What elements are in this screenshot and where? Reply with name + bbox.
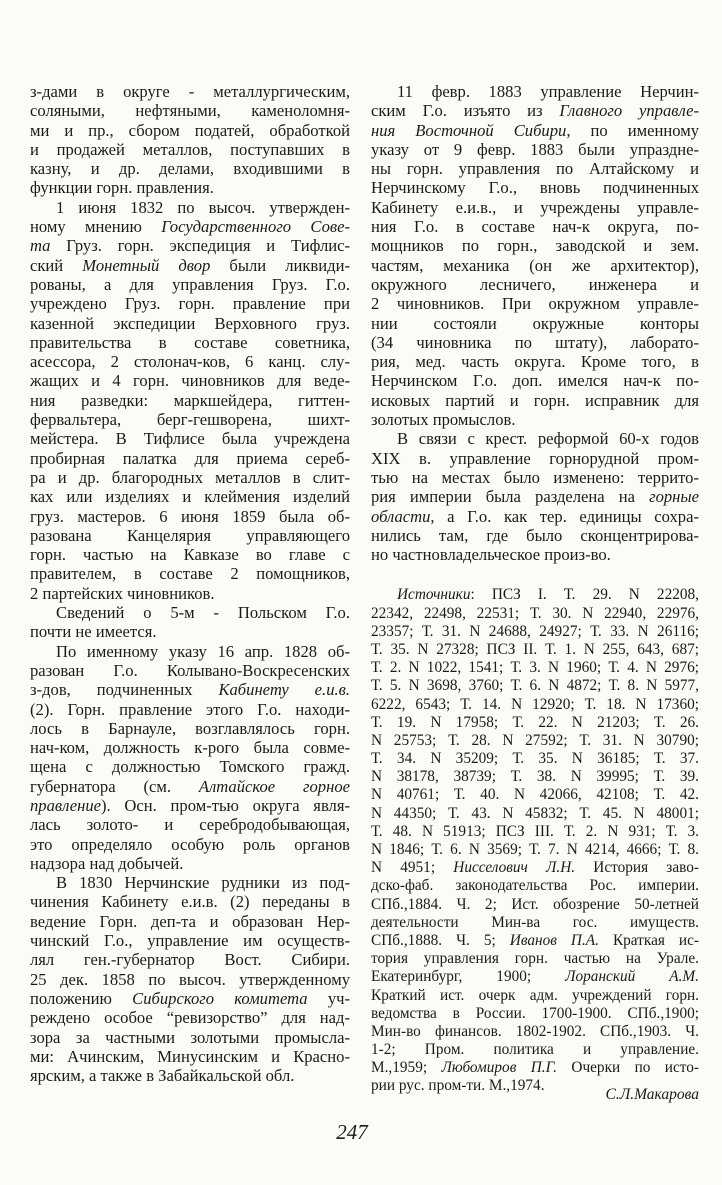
text-segment: тория управления горн. частью на Урале. (371, 950, 699, 968)
text-segment: Т. 34. N 35209; Т. 35. N 36185; Т. 37. (371, 750, 699, 768)
text-segment: , а Г.о. как тер. единицы сохра- (430, 506, 699, 526)
text-line (30, 1066, 350, 1085)
text-segment: чинский Г.о., управление им осуществ- (30, 931, 350, 951)
text-line (371, 371, 699, 390)
text-segment: Екатеринбург, 1900; (371, 968, 566, 986)
text-line (371, 987, 699, 1005)
text-segment: лось в Барнауле, возглавлялось горн. (30, 718, 350, 738)
text-segment: деятельности Мин-ва гос. имуществ. (371, 913, 699, 931)
text-line (371, 507, 699, 526)
text-segment: N 40761; Т. 40. N 42066, 42108; Т. 42. (371, 786, 699, 804)
text-segment: ному мнению (30, 217, 162, 237)
text-segment: разован Г.о. Колывано-Воскресенских (30, 660, 350, 680)
text-line (30, 738, 350, 757)
text-segment: Краткая ис- (598, 931, 699, 949)
text-segment: почти не имеется. (30, 622, 157, 642)
text-line (30, 931, 350, 950)
text-segment: разована Канцелярия управляющего (30, 525, 350, 545)
text-line (30, 449, 350, 468)
text-segment: СПб.,1888. Ч. 5; (371, 931, 510, 949)
text-segment: пробирная палатка для приема сереб- (30, 448, 350, 468)
text-line (30, 256, 350, 275)
text-line (30, 777, 350, 796)
text-segment: Т. 48. N 51913; ПСЗ III. Т. 2. N 931; Т. 3. (371, 822, 699, 840)
text-segment: СПб.,1884. Ч. 2; Ист. обозрение 50-летней (371, 895, 699, 913)
text-line (371, 256, 699, 275)
text-line (371, 641, 699, 659)
text-segment: 23357; Т. 31. N 24688, 24927; Т. 33. N 26116; (371, 622, 699, 640)
text-line (30, 815, 350, 834)
text-segment: горн. частью на Кавказе во главе с (30, 545, 350, 565)
text-segment: , по именному (566, 120, 699, 140)
text-line (371, 178, 699, 197)
text-line (30, 854, 350, 873)
text-line (30, 622, 350, 641)
italic-text-segment: та (30, 236, 51, 256)
text-segment: Сведений о 5-м - Польском Г.о. (56, 603, 350, 623)
text-line (30, 1008, 350, 1027)
text-segment: указу от 9 февр. 1883 были упраздне- (371, 139, 699, 159)
paragraph (371, 82, 699, 429)
italic-text-segment: Алтайское горное (198, 776, 350, 796)
text-segment: (34 чиновника по штату), лаборато- (371, 332, 699, 352)
text-line (30, 912, 350, 931)
text-line (371, 950, 699, 968)
paragraph (30, 642, 350, 874)
text-segment: Кабинету е.и.в., и учреждены управле- (371, 197, 699, 217)
text-line (30, 159, 350, 178)
text-segment: ми: Ачинским, Минусинским и Красно- (30, 1046, 350, 1066)
text-segment: ведение Горн. деп-та и образован Нер- (30, 911, 350, 931)
text-line (371, 877, 699, 895)
left-column (30, 82, 350, 1085)
text-segment: ния Г.о. в составе нач-к округа, по- (371, 217, 699, 237)
text-segment: N 25753; Т. 28. N 27592; Т. 31. N 30790; (371, 731, 699, 749)
text-line (371, 768, 699, 786)
text-line (371, 198, 699, 217)
text-segment: з-дами в округе - металлургическим, (30, 82, 350, 101)
text-line (30, 468, 350, 487)
text-line (371, 294, 699, 313)
text-segment: правителем, в составе 2 помощников, (30, 564, 350, 584)
text-line (30, 275, 350, 294)
text-line (371, 82, 699, 101)
text-segment: нач-ком, должность к-рого была совме- (30, 738, 350, 758)
text-segment: N 4951; (371, 859, 454, 877)
text-segment: 2 чиновников. При окружном управле- (371, 294, 699, 314)
text-line (30, 507, 350, 526)
text-segment: В 1830 Нерчинские рудники из под- (56, 873, 350, 893)
text-line (371, 896, 699, 914)
text-line (30, 892, 350, 911)
text-line (30, 371, 350, 390)
text-line (371, 314, 699, 333)
text-segment: 2 партейских чиновников. (30, 583, 215, 603)
text-segment: ский (30, 255, 83, 275)
paragraph (30, 873, 350, 1085)
text-line (30, 564, 350, 583)
text-segment: Груз. горн. экспедиция и Тифлис- (50, 236, 350, 256)
italic-text-segment: Лоранский А.М. (565, 968, 700, 986)
text-segment: Т. 2. N 1022, 1541; Т. 3. N 1960; Т. 4. N 2976; (371, 659, 699, 677)
text-line (371, 841, 699, 859)
text-segment: 25 дек. 1858 по высоч. утвержденному (30, 969, 350, 989)
text-segment: соляными, нефтяными, каменоломня- (30, 101, 350, 121)
text-line (30, 526, 350, 545)
italic-text-segment: горные (649, 487, 699, 507)
text-segment: ). Осн. пром-тью округа явля- (101, 795, 350, 815)
text-segment: ны горн. управления по Алтайскому и (371, 159, 699, 179)
text-segment: учреждено Груз. горн. правление при (30, 294, 350, 314)
italic-text-segment: Источники (397, 586, 471, 604)
text-segment: з-дов, подчиненных (30, 680, 219, 700)
text-segment: ра и др. благородных металлов в слит- (30, 467, 350, 487)
text-line (371, 1023, 699, 1041)
text-segment: ведомства в России. 1700-1900. СПб.,1900; (371, 1004, 699, 1022)
text-segment: 1 июня 1832 по высоч. утвержден- (56, 197, 350, 217)
text-line (371, 786, 699, 804)
text-segment: (2). Горн. правление этого Г.о. находи- (30, 699, 350, 719)
text-segment: и продажей металлов, поступавших в (30, 139, 350, 159)
text-segment: зора за частными золотыми промысла- (30, 1027, 350, 1047)
text-line (371, 429, 699, 448)
text-segment: казну, и др. делами, входившими в (30, 159, 350, 179)
text-line (30, 796, 350, 815)
author-signature: С.Л.Макарова (605, 1086, 699, 1103)
text-segment: рии рус. пром-ти. М.,1974. (371, 1077, 545, 1095)
text-segment: рованы, а для управления Груз. Г.о. (30, 274, 350, 294)
text-line (371, 1005, 699, 1023)
text-segment: асессора, 2 столонач-ков, 6 канц. слу- (30, 352, 350, 372)
text-line (30, 140, 350, 159)
italic-text-segment: Государственного Сове- (161, 217, 350, 237)
text-line (371, 159, 699, 178)
text-segment: щена с должностью Томского гражд. (30, 757, 350, 777)
text-segment: Нерчинскому Г.о., вновь подчиненных (371, 178, 699, 198)
text-segment: груз. мастеров. 6 июня 1859 была об- (30, 506, 350, 526)
text-segment: ским Г.о. изъято из (371, 101, 560, 121)
italic-text-segment: области (371, 506, 431, 526)
text-line (371, 487, 699, 506)
text-segment: лась золото- и серебродобывающая, (30, 815, 350, 835)
text-segment: N 1846; Т. 6. N 3569; Т. 7. N 4214, 4666; Т. 8. (371, 841, 699, 859)
text-line (371, 217, 699, 236)
italic-text-segment: Главного управле- (559, 101, 699, 121)
text-line (30, 757, 350, 776)
sources-list (371, 586, 699, 1095)
text-line (30, 294, 350, 313)
text-line (371, 391, 699, 410)
text-segment: В связи с крест. реформой 60-х годов (397, 429, 699, 449)
text-segment: Т. 35. N 27328; ПСЗ II. Т. 1. N 255, 643, 687; (371, 640, 699, 658)
text-line (30, 545, 350, 564)
text-line (30, 1028, 350, 1047)
italic-text-segment: Любомиров П.Г. (441, 1059, 557, 1077)
text-line (371, 677, 699, 695)
text-segment: надзора над добычей. (30, 853, 184, 873)
text-line (30, 719, 350, 738)
text-line (30, 391, 350, 410)
text-segment: окружного лесничего, инженера и (371, 274, 699, 294)
text-segment: но частновладельческое произ-во. (371, 545, 611, 565)
italic-text-segment: Монетный двор (82, 255, 211, 275)
page-number: 247 (336, 1120, 368, 1144)
text-line (371, 526, 699, 545)
text-segment: правительства в составе советника, (30, 332, 350, 352)
text-segment: 22342, 22498, 22531; Т. 30. N 22940, 22976, (371, 604, 699, 622)
text-segment: мейстера. В Тифлисе была учреждена (30, 429, 350, 449)
text-line (30, 236, 350, 255)
text-line (30, 835, 350, 854)
text-segment: исковых партий и горн. исправник для (371, 390, 699, 410)
text-line (30, 198, 350, 217)
text-segment: ния разведки: маркшейдера, гиттен- (30, 390, 350, 410)
text-segment: уч- (307, 988, 350, 1008)
text-segment: чинения Кабинету е.и.в. (2) переданы в (30, 892, 350, 912)
text-line (30, 584, 350, 603)
text-line (371, 659, 699, 677)
text-segment: Т. 5. N 3698, 3760; Т. 6. N 4872; Т. 8. N 5977, (371, 677, 699, 695)
text-segment: рия, мед. часть округа. Кроме того, в (371, 352, 699, 372)
text-line (30, 603, 350, 622)
text-line (371, 623, 699, 641)
text-segment: казенной экспедиции Верховного груз. (30, 313, 350, 333)
text-line (30, 333, 350, 352)
text-line (30, 661, 350, 680)
text-segment: частям, механика (он же архитектор), (371, 255, 699, 275)
text-line (30, 178, 350, 197)
text-line (30, 642, 350, 661)
text-line (371, 101, 699, 120)
text-line (371, 732, 699, 750)
text-segment: История заво- (575, 859, 699, 877)
text-segment: ках или изделиях и клеймения изделий (30, 487, 350, 507)
text-line (371, 333, 699, 352)
text-line (30, 989, 350, 1008)
text-segment: Очерки по исто- (557, 1059, 700, 1077)
text-line (371, 914, 699, 932)
text-segment: положению (30, 988, 133, 1008)
text-line (371, 275, 699, 294)
italic-text-segment: ния Восточной Сибири (371, 120, 567, 140)
text-line (371, 121, 699, 140)
text-line (371, 696, 699, 714)
text-segment: : ПСЗ I. Т. 29. N 22208, (470, 586, 699, 604)
text-line (30, 82, 350, 101)
text-line (30, 950, 350, 969)
paragraph (30, 198, 350, 603)
text-line (371, 750, 699, 768)
text-segment: это определяло особую роль органов (30, 834, 350, 854)
text-segment: рия империи была разделена на (371, 487, 650, 507)
text-line (371, 823, 699, 841)
text-line (30, 410, 350, 429)
italic-text-segment: Сибирского комитета (132, 988, 308, 1008)
text-line (30, 101, 350, 120)
text-segment: мощников по горн., заводской и зем. (371, 236, 699, 256)
text-segment: губернатора (см. (30, 776, 199, 796)
text-line (371, 410, 699, 429)
text-line (371, 605, 699, 623)
text-line (371, 352, 699, 371)
text-line (30, 487, 350, 506)
text-segment: XIX в. управление горнорудной пром- (371, 448, 699, 468)
text-line (30, 700, 350, 719)
text-line (30, 217, 350, 236)
right-column (371, 82, 699, 1096)
text-segment: дско-фаб. законодательства Рос. империи. (371, 877, 699, 895)
text-segment: функции горн. правления. (30, 178, 214, 198)
paragraph (30, 82, 350, 198)
text-segment: М.,1959; (371, 1059, 442, 1077)
text-segment: фервальтера, берг-гешворена, шихт- (30, 410, 350, 430)
text-line (371, 805, 699, 823)
text-line (371, 932, 699, 950)
text-segment: Нерчинском Г.о. доп. имелся нач-к по- (371, 371, 699, 391)
italic-text-segment: Нисселович Л.Н. (453, 859, 576, 877)
text-segment: Краткий ист. очерк адм. учреждений горн. (371, 986, 699, 1004)
italic-text-segment: Кабинету е.и.в. (218, 680, 350, 700)
text-line (371, 140, 699, 159)
text-segment: реждено особое “ревизорство” для над- (30, 1008, 350, 1028)
text-line (30, 680, 350, 699)
text-line (371, 859, 699, 877)
text-segment: золотых промыслов. (371, 410, 516, 430)
text-line (371, 236, 699, 255)
text-segment: были ликвиди- (210, 255, 351, 275)
italic-text-segment: Иванов П.А. (509, 931, 599, 949)
text-segment: По именному указу 16 апр. 1828 об- (56, 641, 350, 661)
text-segment: Т. 19. N 17958; Т. 22. N 21203; Т. 26. (371, 713, 699, 731)
text-segment: N 38178, 38739; Т. 38. N 39995; Т. 39. (371, 768, 699, 786)
text-line (371, 586, 699, 604)
text-line (371, 1059, 699, 1077)
text-line (371, 468, 699, 487)
text-line (371, 449, 699, 468)
text-segment: ярским, а также в Забайкальской обл. (30, 1066, 295, 1086)
paragraph (371, 429, 699, 564)
text-line (371, 968, 699, 986)
text-line (371, 714, 699, 732)
text-line (30, 352, 350, 371)
italic-text-segment: правление (30, 795, 102, 815)
text-segment: 6222, 6543; Т. 14. N 12920; Т. 18. N 17360; (371, 695, 699, 713)
text-line (371, 1041, 699, 1059)
text-segment: ми и пр., сбором податей, обработкой (30, 120, 350, 140)
text-segment: тью на местах было изменено: террито- (371, 467, 699, 487)
text-line (30, 429, 350, 448)
text-segment: 11 февр. 1883 управление Нерчин- (397, 82, 699, 101)
text-segment: нились там, где было сконцентрирова- (371, 525, 699, 545)
text-segment: Мин-во финансов. 1802-1902. СПб.,1903. Ч. (371, 1022, 699, 1040)
text-segment: лял ген.-губернатор Вост. Сибири. (30, 950, 350, 970)
text-line (30, 873, 350, 892)
text-segment: 1-2; Пром. политика и управление. (371, 1041, 699, 1059)
text-line (30, 121, 350, 140)
text-segment: жащих и 4 горн. чиновников для веде- (30, 371, 350, 391)
text-segment: N 44350; Т. 43. N 45832; Т. 45. N 48001; (371, 804, 699, 822)
text-line (30, 970, 350, 989)
text-line (30, 314, 350, 333)
text-line (371, 545, 699, 564)
paragraph (30, 603, 350, 642)
text-line (30, 1047, 350, 1066)
text-segment: нии состояли окружные конторы (371, 313, 699, 333)
